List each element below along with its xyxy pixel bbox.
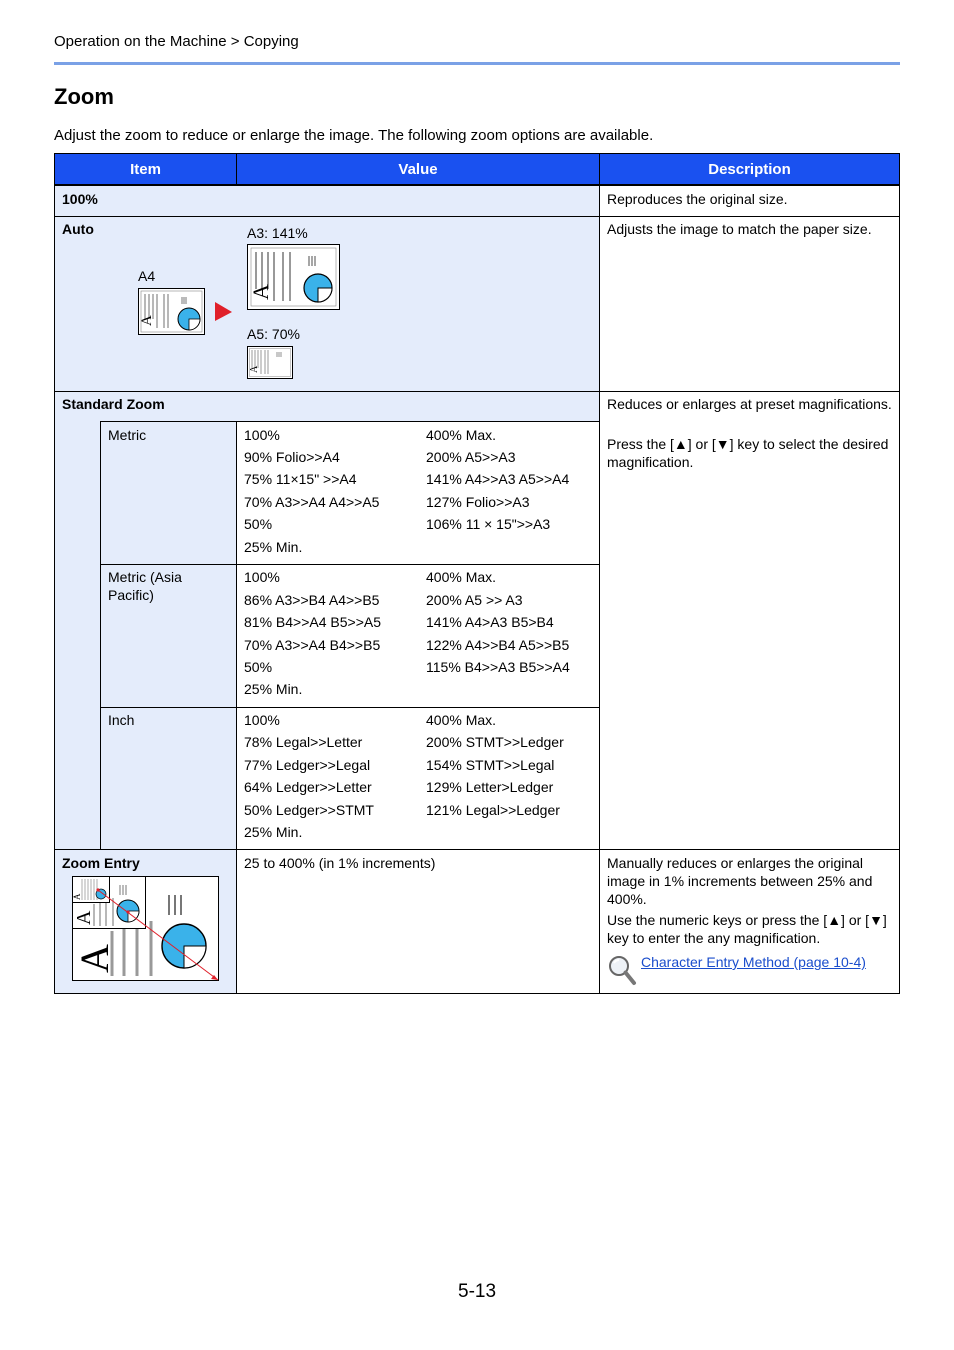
value-left: 90% Folio>>A4 (244, 449, 340, 465)
svg-text:A: A (72, 944, 117, 973)
column-header-value: Value (236, 153, 600, 185)
row-100-item: 100% (62, 191, 98, 207)
value-left: 77% Ledger>>Legal (244, 757, 371, 773)
row-standard-item: Standard Zoom (62, 396, 165, 412)
a4-page-icon (138, 288, 205, 335)
row-zoom-entry-item: Zoom Entry (62, 855, 140, 871)
value-right: 121% Legal>>Ledger (426, 802, 560, 818)
grid-line (236, 421, 237, 850)
grid-line (54, 849, 900, 850)
a3-label: A3: 141% (247, 225, 308, 241)
a4-label: A4 (138, 268, 156, 284)
grid-line (100, 707, 600, 708)
value-left: 100% (244, 569, 280, 585)
value-right: 115% B4>>A3 B5>>A4 (426, 659, 570, 675)
value-left: 78% Legal>>Letter (244, 734, 363, 750)
zoom-entry-description-1: Manually reduces or enlarges the original image in 1% increments between 25% and 400%. (607, 855, 873, 907)
a5-page-icon (247, 346, 293, 379)
value-right: 200% STMT>>Ledger (426, 734, 564, 750)
grid-line (100, 421, 101, 850)
svg-text:A: A (248, 284, 273, 300)
arrow-right-icon (215, 302, 233, 322)
value-left: 100% (244, 712, 280, 728)
value-left: 70% A3>>A4 A4>>A5 (244, 494, 380, 510)
column-header-description: Description (599, 153, 900, 185)
character-entry-method-link[interactable]: Character Entry Method (page 10-4) (641, 954, 866, 970)
group-name-metric: Metric (108, 427, 147, 443)
value-left: 25% Min. (244, 824, 303, 840)
grid-line (54, 216, 900, 217)
grid-line (54, 185, 900, 186)
grid-line (54, 391, 900, 392)
grid-line (54, 153, 55, 994)
row-auto-item: Auto (62, 221, 94, 237)
value-left: 25% Min. (244, 681, 303, 697)
standard-description-2: Press the [▲] or [▼] key to select the desired magnification. (607, 436, 889, 470)
page-number: 5-13 (458, 1281, 497, 1302)
row-auto-description: Adjusts the image to match the paper size. (607, 221, 872, 237)
standard-groups-bg (100, 421, 237, 850)
value-left: 50% (244, 516, 273, 532)
value-right: 129% Letter>Ledger (426, 779, 554, 795)
row-100-bg (54, 185, 600, 217)
value-left: 75% 11×15" >>A4 (244, 471, 357, 487)
value-left: 50% Ledger>>STMT (244, 802, 374, 818)
value-right: 400% Max. (426, 569, 497, 585)
svg-text:A: A (72, 893, 82, 900)
breadcrumb: Operation on the Machine > Copying (54, 33, 299, 50)
value-right: 400% Max. (426, 712, 497, 728)
column-header-item: Item (54, 153, 237, 185)
zoom-entry-description-2: Use the numeric keys or press the [▲] or [▼] key to enter the any magnification. (607, 912, 887, 946)
group-name-metric-asia-pacific: Metric (Asia Pacific) (108, 569, 182, 603)
grid-line (899, 153, 900, 994)
grid-line (236, 849, 237, 994)
magnifier-icon (607, 954, 637, 986)
value-right: 400% Max. (426, 427, 497, 443)
zoom-entry-page-icon (72, 876, 220, 982)
value-left: 100% (244, 427, 280, 443)
standard-indent-bg (54, 421, 101, 850)
a5-label: A5: 70% (247, 326, 300, 342)
value-right: 122% A4>>B4 A5>>B5 (426, 637, 570, 653)
page-title: Zoom (54, 84, 114, 109)
value-left: 70% A3>>A4 B4>>B5 (244, 637, 381, 653)
value-right: 200% A5 >> A3 (426, 592, 523, 608)
row-zoom-entry-value: 25 to 400% (in 1% increments) (244, 855, 436, 871)
header-rule (54, 62, 900, 65)
grid-line (599, 153, 600, 994)
standard-description-1: Reduces or enlarges at preset magnifications. (607, 396, 892, 412)
value-right: 127% Folio>>A3 (426, 494, 530, 510)
value-left: 25% Min. (244, 539, 303, 555)
value-right: 200% A5>>A3 (426, 449, 516, 465)
row-100-description: Reproduces the original size. (607, 191, 788, 207)
value-right: 141% A4>>A3 A5>>A4 (426, 471, 570, 487)
value-right: 141% A4>A3 B5>B4 (426, 614, 554, 630)
grid-line (54, 993, 900, 994)
grid-line (100, 421, 600, 422)
value-left: 81% B4>>A4 B5>>A5 (244, 614, 381, 630)
group-name-inch: Inch (108, 712, 135, 728)
grid-line (100, 564, 600, 565)
value-right: 154% STMT>>Legal (426, 757, 555, 773)
value-left: 50% (244, 659, 273, 675)
intro-text: Adjust the zoom to reduce or enlarge the image. The following zoom options are available. (54, 127, 654, 144)
a3-page-icon (247, 244, 340, 310)
svg-text:A: A (73, 910, 95, 925)
value-left: 64% Ledger>>Letter (244, 779, 372, 795)
svg-text:A: A (249, 365, 260, 373)
value-right: 106% 11 × 15">>A3 (426, 516, 551, 532)
value-left: 86% A3>>B4 A4>>B5 (244, 592, 380, 608)
svg-text:A: A (139, 315, 155, 326)
